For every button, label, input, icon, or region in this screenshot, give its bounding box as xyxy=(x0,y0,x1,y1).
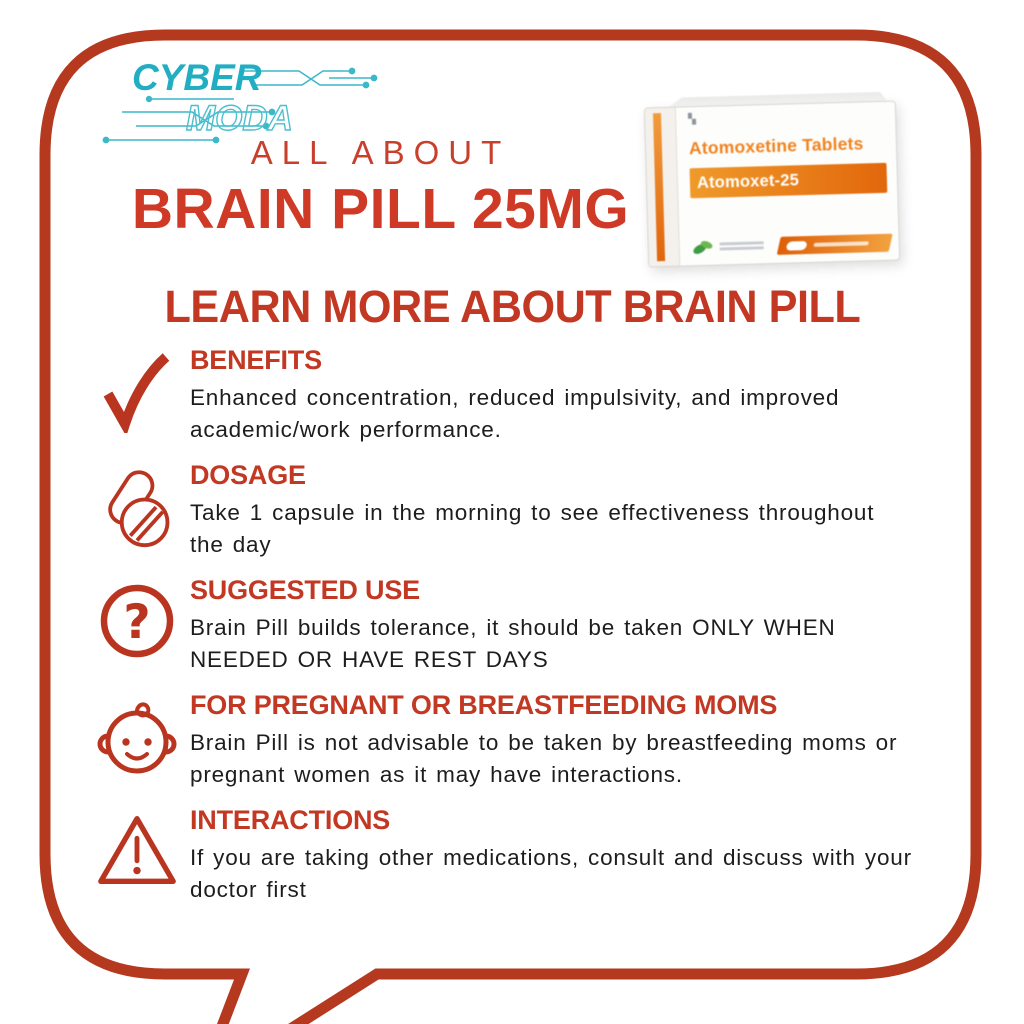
section-body: Take 1 capsule in the morning to see effectiveness throughout the day xyxy=(190,500,875,558)
leaf-logo-icon xyxy=(691,237,716,258)
product-box-image xyxy=(644,101,900,268)
section-heading: SUGGESTED USE xyxy=(190,575,420,605)
logo-text-moda: MODA xyxy=(186,99,293,138)
maker-text-lines xyxy=(720,239,764,252)
section-body: Enhanced concentration, reduced impulsivity, and improved academic/work performance. xyxy=(190,385,840,443)
section-heading: BENEFITS xyxy=(190,345,322,375)
checkmark-icon xyxy=(101,351,173,433)
pills-icon xyxy=(97,466,177,552)
logo-text-cyber: CYBER xyxy=(132,57,262,98)
section-suggested-use xyxy=(86,572,966,687)
kicker-text: ALL ABOUT xyxy=(250,134,511,171)
capsule-count-strip xyxy=(777,234,893,255)
section-heading: DOSAGE xyxy=(190,460,306,490)
section-heading: INTERACTIONS xyxy=(190,805,391,835)
product-band-label: Atomoxet-25 xyxy=(690,163,888,198)
baby-icon xyxy=(97,696,177,778)
section-dosage xyxy=(86,457,966,572)
product-brand-line: Atomoxetine Tablets xyxy=(688,133,864,159)
warning-triangle-icon xyxy=(94,811,180,891)
product-box-front xyxy=(676,102,899,266)
section-benefits xyxy=(86,342,966,457)
capsule-icon xyxy=(786,241,808,251)
section-interactions xyxy=(86,802,966,917)
section-pregnancy xyxy=(86,687,966,802)
header xyxy=(118,134,643,242)
product-box-spine xyxy=(645,108,680,267)
page-title: BRAIN PILL 25MG xyxy=(131,177,630,241)
section-body: Brain Pill builds tolerance, it should be taken ONLY WHEN NEEDED OR HAVE REST DAYS xyxy=(190,615,836,673)
pharma-mark-icon: ▚ xyxy=(688,114,697,126)
section-heading: FOR PREGNANT OR BREASTFEEDING MOMS xyxy=(190,690,778,720)
info-sections xyxy=(86,342,966,917)
svg-text:?: ? xyxy=(123,595,151,650)
section-body: Brain Pill is not advisable to be taken by breastfeeding moms or pregnant women as it may have interactions. xyxy=(190,730,898,788)
section-subtitle: LEARN MORE ABOUT BRAIN PILL xyxy=(164,281,860,332)
question-circle-icon xyxy=(97,581,177,661)
section-body: If you are taking other medications, consult and discuss with your doctor first xyxy=(190,845,912,903)
